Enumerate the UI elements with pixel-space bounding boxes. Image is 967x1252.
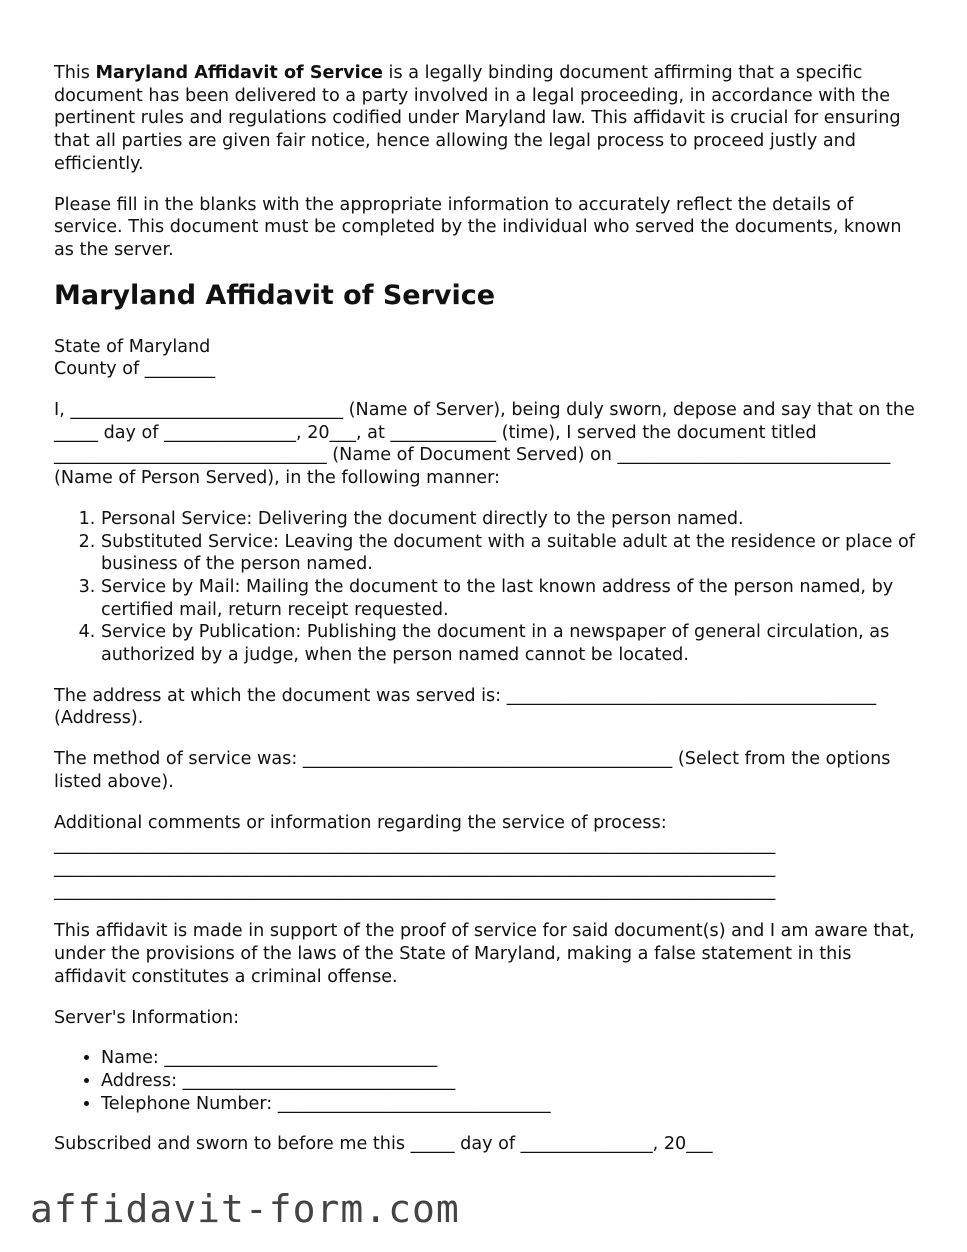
intro-paragraph	[54, 62, 916, 176]
comment-line: __________________________________________________________________________________	[54, 835, 776, 856]
server-info-label: Server's Information:	[54, 1007, 240, 1028]
county-line: County of ________	[54, 359, 216, 380]
list-item: • Name: _______________________________	[101, 1047, 916, 1070]
comment-line: __________________________________________________________________________________	[54, 857, 776, 878]
comment-line: __________________________________________________________________________________	[54, 880, 776, 901]
perjury-statement: This affidavit is made in support of the proof of service for said document(s) and I am aware that, under the provisions of the laws of the State of Maryland, making a false statement in this affidavit constitutes a criminal offense.	[54, 921, 915, 987]
venue-block	[54, 336, 916, 381]
subscribed-line: Subscribed and sworn to before me this _____ day of _______________, 20___	[54, 1134, 713, 1155]
site-watermark: affidavit-form.com	[30, 1187, 460, 1231]
intro-bold-title: Maryland Affidavit of Service	[95, 63, 383, 83]
list-item: • Telephone Number: _______________________________	[101, 1093, 916, 1116]
list-item: 1. Personal Service: Delivering the document directly to the person named.	[101, 508, 916, 531]
list-item: • Address: _______________________________	[101, 1070, 916, 1093]
server-info-list	[54, 1047, 916, 1115]
state-line: State of Maryland	[54, 336, 211, 357]
address-paragraph: The address at which the document was served is: __________________________________________ (Address).	[54, 685, 877, 729]
comments-label: Additional comments or information regarding the service of process:	[54, 812, 667, 833]
list-item: 3. Service by Mail: Mailing the document to the last known address of the person named, by certified mail, return receipt requested.	[101, 576, 916, 621]
list-item: 2. Substituted Service: Leaving the document with a suitable adult at the residence or place of business of the person named.	[101, 531, 916, 576]
intro-text-start: This	[54, 63, 96, 83]
document-page	[54, 62, 916, 1174]
instructions-paragraph: Please fill in the blanks with the appropriate information to accurately reflect the details of service. This document must be completed by the individual who served the documents, known as the server.	[54, 194, 902, 260]
comments-block	[54, 812, 916, 903]
method-paragraph: The method of service was: __________________________________________ (Select from the options listed above).	[54, 749, 891, 792]
sworn-statement: I, _______________________________ (Name of Server), being duly sworn, depose and say that on the _____ day of _______________, 20___, at ____________ (time), I served the document titled _______________________________ (Name of Document Served) on _______________________________ (Name of Person Served), in the following manner:	[54, 400, 915, 489]
service-methods-list	[54, 508, 916, 667]
page-title: Maryland Affidavit of Service	[54, 279, 496, 311]
list-item: 4. Service by Publication: Publishing the document in a newspaper of general circulation, as authorized by a judge, when the person named cannot be located.	[101, 621, 916, 666]
intro-text-end: is a legally binding document affirming that a specific document has been delivered to a party involved in a legal proceeding, in accordance with the pertinent rules and regulations codified under Maryland law. This affidavit is crucial for ensuring that all parties are given fair notice, hence allowing the legal process to proceed justly and efficiently.	[54, 63, 901, 174]
